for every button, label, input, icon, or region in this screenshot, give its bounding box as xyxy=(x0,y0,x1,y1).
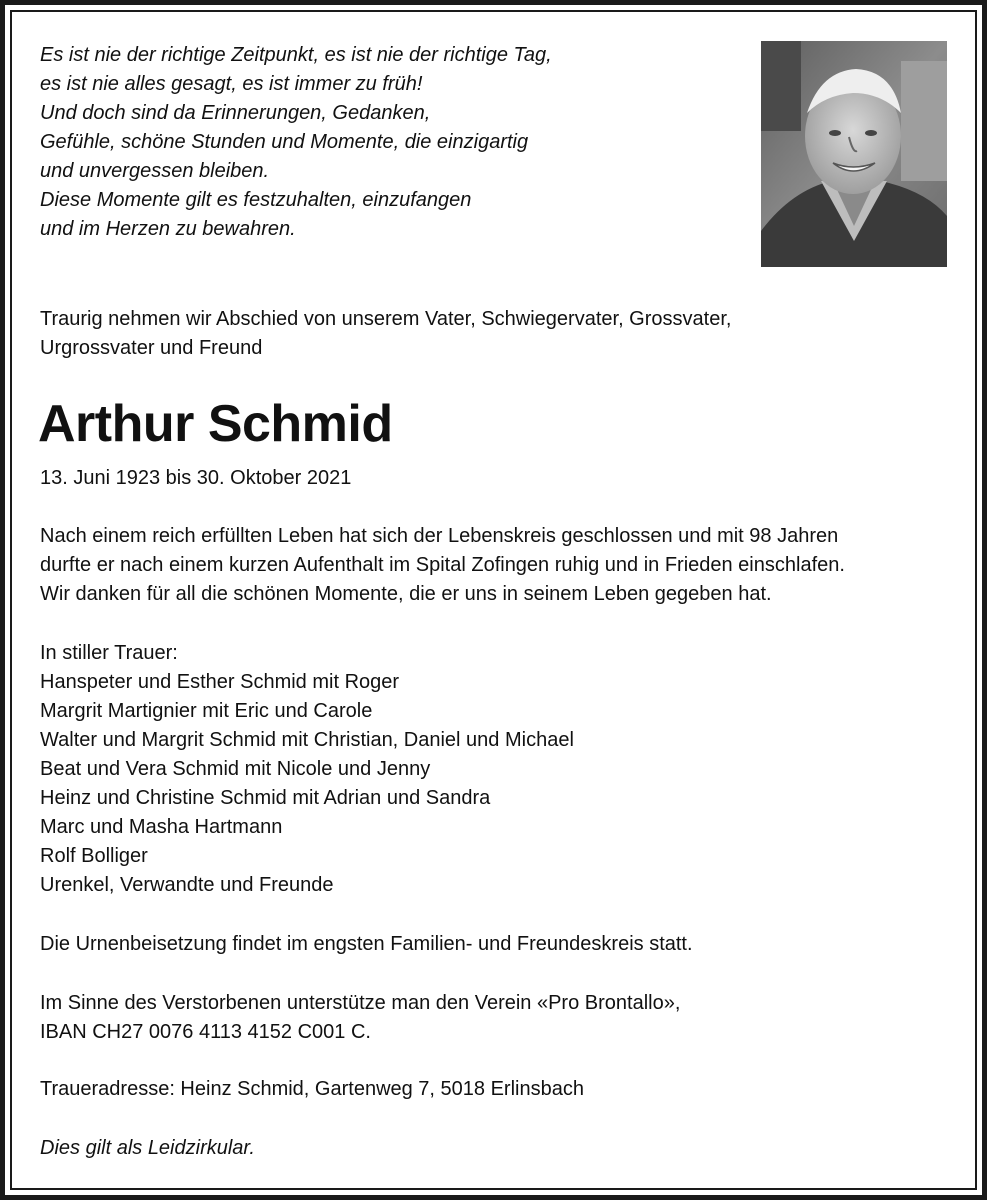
mourner-entry: Urenkel, Verwandte und Freunde xyxy=(40,874,334,896)
mourner-entry: Marc und Masha Hartmann xyxy=(40,816,283,838)
poem-line: es ist nie alles gesagt, es ist immer zu früh! xyxy=(40,73,423,95)
donation-line: Im Sinne des Verstorbenen unterstütze man den Verein «Pro Brontallo», xyxy=(40,992,681,1014)
body-line: Wir danken für all die schönen Momente, die er uns in seinem Leben gegeben hat. xyxy=(40,583,772,605)
intro-line: Traurig nehmen wir Abschied von unserem Vater, Schwiegervater, Grossvater, xyxy=(40,308,732,330)
intro-text xyxy=(40,305,731,363)
intro-line: Urgrossvater und Freund xyxy=(40,337,263,359)
circular-note: Dies gilt als Leidzirkular. xyxy=(40,1137,255,1159)
mourner-entry: Beat und Vera Schmid mit Nicole und Jenny xyxy=(40,758,431,780)
body-line: Nach einem reich erfüllten Leben hat sich der Lebenskreis geschlossen und mit 98 Jahren xyxy=(40,525,839,547)
donation-iban: IBAN CH27 0076 4113 4152 C001 C. xyxy=(40,1021,371,1043)
poem-line: Und doch sind da Erinnerungen, Gedanken, xyxy=(40,102,431,124)
poem-line: und unvergessen bleiben. xyxy=(40,160,270,182)
mourner-entry: Rolf Bolliger xyxy=(40,845,148,867)
poem xyxy=(40,41,552,244)
mourner-entry: Hanspeter und Esther Schmid mit Roger xyxy=(40,671,400,693)
poem-line: Diese Momente gilt es festzuhalten, einzufangen xyxy=(40,189,472,211)
donation-note xyxy=(40,989,680,1047)
poem-line: und im Herzen zu bewahren. xyxy=(40,218,296,240)
mourner-entry: Margrit Martignier mit Eric und Carole xyxy=(40,700,373,722)
mourners-heading: In stiller Trauer: xyxy=(40,642,178,664)
mourning-address: Traueradresse: Heinz Schmid, Gartenweg 7, 5018 Erlinsbach xyxy=(40,1078,584,1100)
mourner-entry: Walter und Margrit Schmid mit Christian, Daniel und Michael xyxy=(40,729,574,751)
mourner-entry: Heinz und Christine Schmid mit Adrian und Sandra xyxy=(40,787,491,809)
poem-line: Es ist nie der richtige Zeitpunkt, es ist nie der richtige Tag, xyxy=(40,44,552,66)
ceremony-note: Die Urnenbeisetzung findet im engsten Familien- und Freundeskreis statt. xyxy=(40,933,693,955)
portrait-photo xyxy=(761,41,947,267)
body-paragraph xyxy=(40,522,845,609)
deceased-name: Arthur Schmid xyxy=(38,395,393,453)
mourners-list xyxy=(40,639,574,900)
body-line: durfte er nach einem kurzen Aufenthalt im Spital Zofingen ruhig und in Frieden einschlafen. xyxy=(40,554,845,576)
life-dates: 13. Juni 1923 bis 30. Oktober 2021 xyxy=(40,467,352,489)
poem-line: Gefühle, schöne Stunden und Momente, die einzigartig xyxy=(40,131,529,153)
